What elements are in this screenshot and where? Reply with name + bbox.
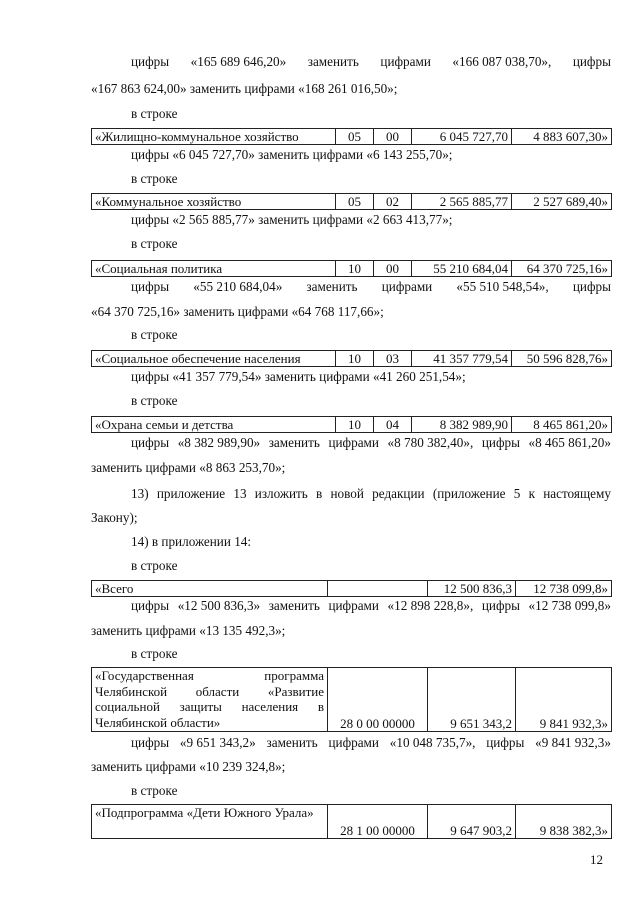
amount-2: 9 841 932,3» [516,668,612,732]
table-row [92,129,612,145]
word: цифры [131,735,170,750]
amount-2: 64 370 725,16» [512,261,612,277]
amount-2: 2 527 689,40» [512,194,612,210]
word: цифры [131,54,170,69]
word: заменить [307,54,359,69]
target-code: 28 1 00 00000 [328,805,428,839]
amount-1: 9 651 343,2 [428,668,516,732]
page-number: 12 [590,852,603,867]
word: цифры [481,598,520,613]
table-row [92,581,612,597]
word: «12 738 099,8» [528,598,611,613]
table-row [92,351,612,367]
section-code: 10 [336,351,374,367]
subsection-code: 00 [374,129,412,145]
table-row [92,805,612,839]
section-code: 10 [336,417,374,433]
word: изложить [254,486,308,501]
target-code [328,581,428,597]
row-name: «Всего [92,581,328,597]
in-row-label: в строке [131,783,178,798]
row-name: «Социальное обеспечение населения [92,351,336,367]
word: «9 651 343,2» [179,735,256,750]
program-row-table [91,667,612,732]
in-row-label: в строке [131,171,178,186]
paragraph-line: цифры «6 045 727,70» заменить цифрами «6 143 255,70»; [131,147,453,162]
target-code: 28 0 00 00000 [328,668,428,732]
amount-2: 12 738 099,8» [516,581,612,597]
word: цифры [572,279,611,294]
program-row-table [91,580,612,597]
in-row-label: в строке [131,558,178,573]
budget-row-table [91,416,612,433]
amount-2: 50 596 828,76» [512,351,612,367]
paragraph-line: цифры «2 565 885,77» заменить цифрами «2 663 413,77»; [131,212,453,227]
word: цифрами [328,598,379,613]
paragraph-line [131,279,611,295]
program-row-table [91,804,612,839]
word: цифры [131,435,170,450]
table-row [92,668,612,732]
in-row-label: в строке [131,327,178,342]
word: приложение [156,486,226,501]
word: «165 689 646,20» [190,54,287,69]
section-code: 10 [336,261,374,277]
word: цифрами [328,735,379,750]
amount-1: 12 500 836,3 [428,581,516,597]
paragraph-line [131,486,611,502]
subsection-code: 03 [374,351,412,367]
section-code: 05 [336,129,374,145]
paragraph-line: «64 370 725,16» заменить цифрами «64 768 117,66»; [91,304,384,319]
word: заменить [268,435,320,450]
paragraph-line: заменить цифрами «13 135 492,3»; [91,623,286,638]
budget-row-table [91,260,612,277]
paragraph-line [131,435,611,451]
word: цифры [486,735,525,750]
word: новой [330,486,364,501]
word: цифры [131,279,170,294]
amount-1: 6 045 727,70 [412,129,512,145]
paragraph-line: Закону); [91,510,138,525]
paragraph-line [131,54,611,70]
amount-1: 8 382 989,90 [412,417,512,433]
amount-1: 9 647 903,2 [428,805,516,839]
word: цифры [572,54,611,69]
amount-1: 2 565 885,77 [412,194,512,210]
budget-row-table [91,193,612,210]
subsection-code: 00 [374,261,412,277]
in-row-label: в строке [131,646,178,661]
in-row-label: в строке [131,236,178,251]
word: заменить [306,279,358,294]
table-row [92,261,612,277]
amount-1: 55 210 684,04 [412,261,512,277]
amount-2: 4 883 607,30» [512,129,612,145]
word: «166 087 038,70», [452,54,552,69]
word: «8 465 861,20» [528,435,611,450]
word: «8 382 989,90» [177,435,261,450]
word: цифрами [380,54,431,69]
word: цифры [131,598,170,613]
word: цифрами [381,279,433,294]
paragraph-line: 14) в приложении 14: [131,534,252,549]
amount-1: 41 357 779,54 [412,351,512,367]
budget-row-table [91,128,612,145]
word: редакции [372,486,425,501]
word: «10 048 735,7», [389,735,476,750]
word: 5 [513,486,521,501]
word: заменить [268,598,320,613]
word: (приложение [432,486,506,501]
row-name: «Подпрограмма «Дети Южного Урала» [92,805,328,839]
word: заменить [266,735,318,750]
row-name: «Социальная политика [92,261,336,277]
table-row [92,417,612,433]
row-name: «Охрана семьи и детства [92,417,336,433]
word: «55 210 684,04» [193,279,283,294]
word: «8 780 382,40», [387,435,474,450]
budget-row-table [91,350,612,367]
word: настоящему [543,486,611,501]
in-row-label: в строке [131,393,178,408]
paragraph-line: заменить цифрами «10 239 324,8»; [91,759,286,774]
section-code: 05 [336,194,374,210]
row-name: «Государственная программа Челябинской области «Развитие социальной защиты населения в Челябинской области» [92,668,328,732]
word: 13 [233,486,247,501]
paragraph-line: «167 863 624,00» заменить цифрами «168 261 016,50»; [91,81,398,96]
word: в [316,486,323,501]
word: «12 898 228,8», [387,598,474,613]
word: «12 500 836,3» [177,598,261,613]
in-row-label: в строке [131,106,178,121]
word: 13) [131,486,149,501]
row-name: «Коммунальное хозяйство [92,194,336,210]
word: цифрами [328,435,379,450]
paragraph-line [131,598,611,614]
paragraph-line: заменить цифрами «8 863 253,70»; [91,460,286,475]
paragraph-line: цифры «41 357 779,54» заменить цифрами «41 260 251,54»; [131,369,466,384]
word: «55 510 548,54», [456,279,549,294]
word: «9 841 932,3» [535,735,611,750]
word: цифры [481,435,520,450]
word: к [528,486,535,501]
subsection-code: 02 [374,194,412,210]
paragraph-line [131,735,611,751]
subsection-code: 04 [374,417,412,433]
amount-2: 8 465 861,20» [512,417,612,433]
table-row [92,194,612,210]
row-name: «Жилищно-коммунальное хозяйство [92,129,336,145]
amount-2: 9 838 382,3» [516,805,612,839]
